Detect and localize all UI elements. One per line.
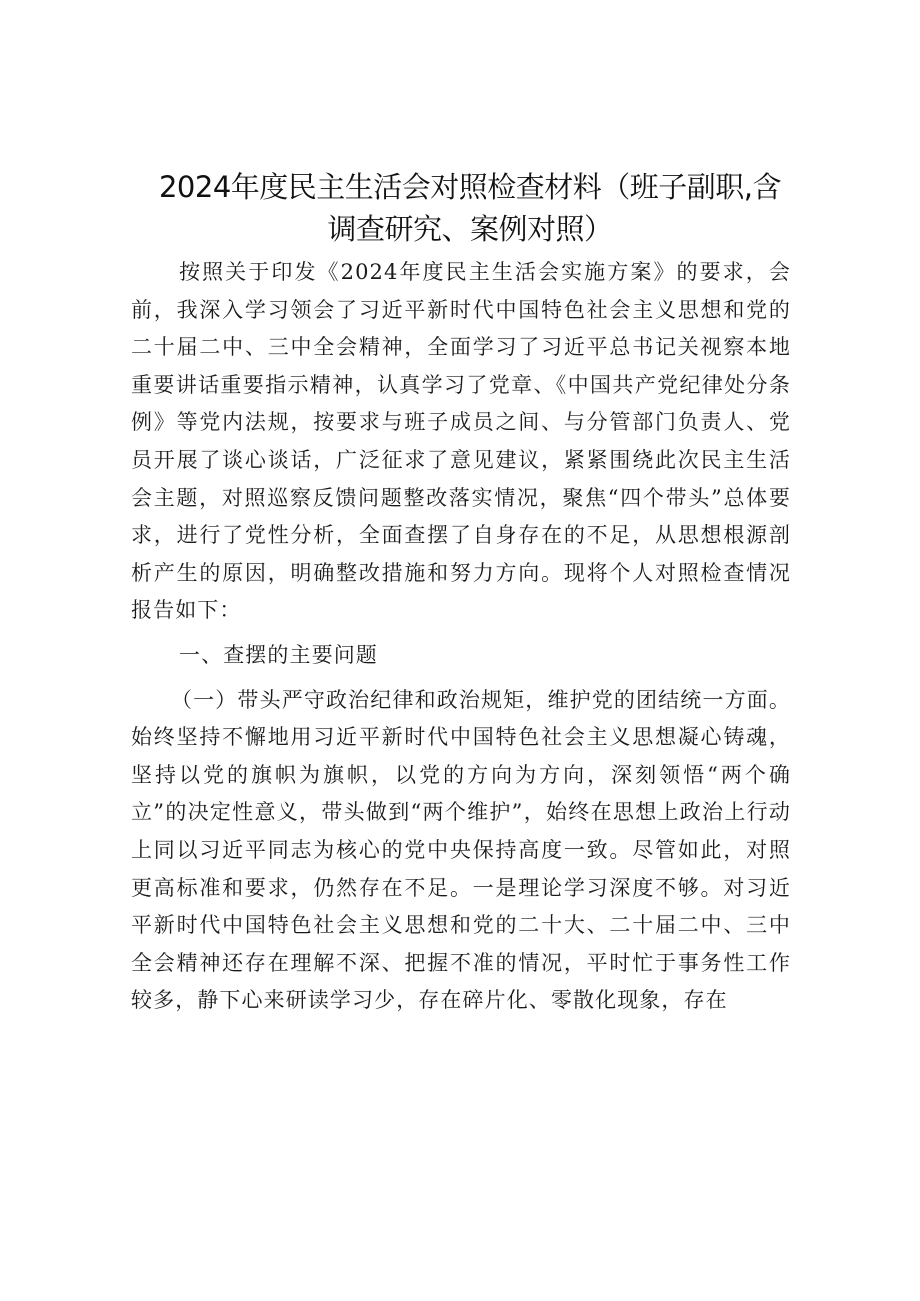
document-body bbox=[131, 254, 791, 1020]
section-heading: 一、查摆的主要问题 bbox=[179, 642, 378, 667]
intro-paragraph: 按照关于印发《2024年度民主生活会实施方案》的要求，会前，我深入学习领会了习近平新时代中国特色社会主义思想和党的二十届二中、三中全会精神，全面学习了习近平总书记关视察本地重要讲话重要指示精神，认真学习了党章、《中国共产党纪律处分条例》等党内法规，按要求与班子成员之间、与分管部门负责人、党员开展了谈心谈话，广泛征求了意见建议，紧紧围绕此次民主生活会主题，对照巡察反馈问题整改落实情况，聚焦“四个带头”总体要求，进行了党性分析，全面查摆了自身存在的不足，从思想根源剖析产生的原因，明确整改措施和努力方向。现将个人对照检查情况报告如下： bbox=[131, 260, 791, 623]
section-paragraph: （一）带头严守政治纪律和政治规矩，维护党的团结统一方面。始终坚持不懈地用习近平新时代中国特色社会主义思想凝心铸魂，坚持以党的旗帜为旗帜，以党的方向为方向，深刻领悟“两个确立”的决定性意义，带头做到“两个维护”，始终在思想上政治上行动上同以习近平同志为核心的党中央保持高度一致。尽管如此，对照更高标准和要求，仍然存在不足。一是理论学习深度不够。对习近平新时代中国特色社会主义思想和党的二十大、二十届二中、三中全会精神还存在理解不深、把握不准的情况，平时忙于事务性工作较多，静下心来研读学习少，存在碎片化、零散化现象，存在 bbox=[131, 687, 791, 1013]
document-title: 2024年度民主生活会对照检查材料（班子副职,含调查研究、案例对照） bbox=[158, 170, 782, 246]
